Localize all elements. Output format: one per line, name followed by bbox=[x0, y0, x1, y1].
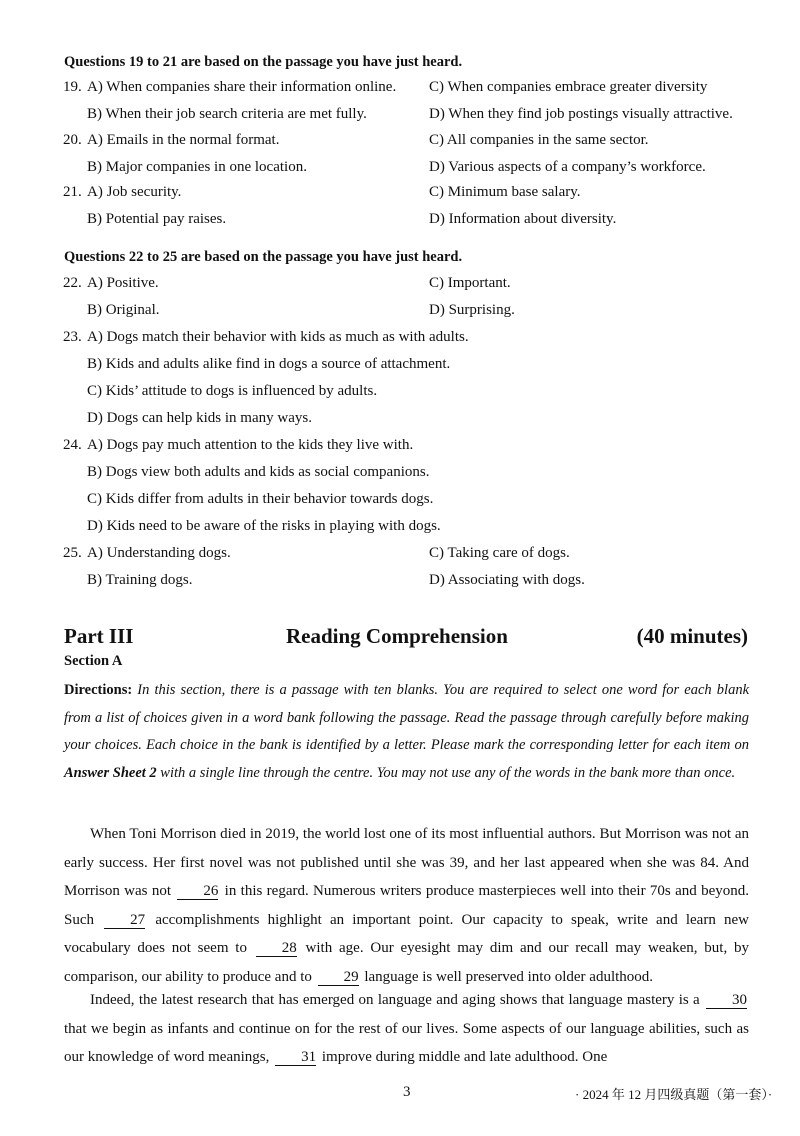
section-label: Section A bbox=[64, 653, 123, 669]
option-b: B) Potential pay raises. bbox=[87, 211, 227, 227]
option-b: B) Kids and adults alike find in dogs a source of attachment. bbox=[87, 356, 451, 372]
blank-28: 28 bbox=[256, 940, 297, 957]
option-c: C) Kids’ attitude to dogs is influenced by adults. bbox=[87, 383, 378, 399]
option-a: A) Emails in the normal format. bbox=[87, 132, 280, 148]
option-c: C) Minimum base salary. bbox=[429, 184, 581, 200]
option-b: B) Training dogs. bbox=[87, 572, 193, 588]
passage-text: improve during middle and late adulthood. One bbox=[318, 1049, 608, 1065]
option-c: C) Taking care of dogs. bbox=[429, 545, 570, 561]
option-d: D) When they find job postings visually attractive. bbox=[429, 106, 733, 122]
part-title: Reading Comprehension bbox=[286, 624, 508, 648]
option-b: B) Major companies in one location. bbox=[87, 159, 307, 175]
page-number: 3 bbox=[403, 1084, 411, 1100]
option-b: B) When their job search criteria are met fully. bbox=[87, 106, 367, 122]
option-a: A) Dogs pay much attention to the kids they live with. bbox=[87, 437, 414, 453]
option-d: D) Dogs can help kids in many ways. bbox=[87, 410, 312, 426]
question-number: 21. bbox=[63, 184, 82, 200]
passage-text: accomplishments highlight an important point. Our capacity to speak, write and learn new vocabulary does not seem to bbox=[64, 911, 749, 956]
question-24-option-c bbox=[0, 488, 800, 510]
question-number: 22. bbox=[63, 275, 82, 291]
option-a: A) Job security. bbox=[87, 184, 182, 200]
question-23-option-c bbox=[0, 380, 800, 402]
part-time: (40 minutes) bbox=[636, 624, 748, 648]
blank-30: 30 bbox=[706, 992, 747, 1009]
directions-label: Directions: bbox=[64, 682, 133, 698]
passage-text: language is well preserved into older adulthood. bbox=[360, 968, 654, 985]
question-number: 25. bbox=[63, 545, 82, 561]
directions bbox=[64, 677, 749, 787]
option-c: C) All companies in the same sector. bbox=[429, 132, 649, 148]
question-25-row-1 bbox=[0, 542, 800, 564]
footer-exam-label: · 2024 年 12 月四级真题（第一套）· bbox=[575, 1087, 773, 1102]
option-a: A) Understanding dogs. bbox=[87, 545, 231, 561]
questions-19-21-heading: Questions 19 to 21 are based on the passage you have just heard. bbox=[64, 54, 463, 70]
option-a: A) Positive. bbox=[87, 275, 159, 291]
blank-26: 26 bbox=[177, 883, 218, 900]
question-24-option-d bbox=[0, 515, 800, 537]
questions-22-25-heading: Questions 22 to 25 are based on the passage you have just heard. bbox=[64, 249, 463, 265]
option-c: C) Important. bbox=[429, 275, 511, 291]
passage-paragraph-1 bbox=[64, 820, 749, 991]
question-22-row-1 bbox=[0, 272, 800, 294]
option-d: D) Associating with dogs. bbox=[429, 572, 585, 588]
question-22-row-2 bbox=[0, 299, 800, 321]
question-19-row-1 bbox=[0, 76, 800, 98]
option-d: D) Surprising. bbox=[429, 302, 515, 318]
question-20-row-2 bbox=[0, 156, 800, 178]
question-21-row-2 bbox=[0, 208, 800, 230]
option-c: C) Kids differ from adults in their behavior towards dogs. bbox=[87, 491, 434, 507]
option-b: B) Dogs view both adults and kids as social companions. bbox=[87, 464, 430, 480]
option-d: D) Information about diversity. bbox=[429, 211, 617, 227]
option-a: A) Dogs match their behavior with kids as much as with adults. bbox=[87, 329, 469, 345]
passage-text: with age. Our eyesight may dim and our recall may weaken, but, by comparison, our ability to produce and to bbox=[64, 940, 749, 985]
option-d: D) Various aspects of a company’s workforce. bbox=[429, 159, 706, 175]
option-d: D) Kids need to be aware of the risks in playing with dogs. bbox=[87, 518, 441, 534]
question-19-row-2 bbox=[0, 103, 800, 125]
question-25-row-2 bbox=[0, 569, 800, 591]
blank-29: 29 bbox=[318, 969, 359, 986]
question-24-option-a bbox=[0, 434, 800, 456]
question-20-row-1 bbox=[0, 129, 800, 151]
blank-31: 31 bbox=[275, 1049, 316, 1066]
option-c: C) When companies embrace greater diversity bbox=[429, 79, 708, 95]
question-23-option-a bbox=[0, 326, 800, 348]
passage-paragraph-2 bbox=[64, 986, 749, 1072]
passage-text: When Toni Morrison died in 2019, the world lost one of its most influential authors. But Morrison was not an early success. Her first novel was not published until she was 39, and her last appeared when she was 84. And Morrison was not bbox=[64, 826, 749, 899]
passage-text: that we begin as infants and continue on for the rest of our lives. Some aspects of our language abilities, such as our knowledge of word meanings, bbox=[64, 1020, 749, 1065]
question-number: 23. bbox=[63, 329, 82, 345]
question-23-option-b bbox=[0, 353, 800, 375]
blank-27: 27 bbox=[104, 912, 145, 929]
option-b: B) Original. bbox=[87, 302, 160, 318]
option-a: A) When companies share their information online. bbox=[87, 79, 397, 95]
question-number: 19. bbox=[63, 79, 82, 95]
question-21-row-1 bbox=[0, 181, 800, 203]
part-label: Part III bbox=[64, 624, 134, 648]
directions-text-2: with a single line through the centre. You may not use any of the words in the bank more than once. bbox=[156, 764, 736, 781]
question-23-option-d bbox=[0, 407, 800, 429]
passage-text: Indeed, the latest research that has emerged on language and aging shows that language mastery is a bbox=[90, 992, 704, 1008]
part-title-bar bbox=[64, 624, 748, 652]
directions-text-1: In this section, there is a passage with ten blanks. You are required to select one word for each blank from a list of choices given in a word bank following the passage. Read the passage through carefully before making your choices. Each choice in the bank is identified by a letter. Please mark the corresponding letter for each item on bbox=[64, 682, 749, 753]
question-number: 24. bbox=[63, 437, 82, 453]
passage-text: in this regard. Numerous writers produce masterpieces well into their 70s and beyond. Such bbox=[64, 883, 749, 928]
question-24-option-b bbox=[0, 461, 800, 483]
question-number: 20. bbox=[63, 132, 82, 148]
directions-answer-sheet: Answer Sheet 2 bbox=[64, 764, 157, 781]
